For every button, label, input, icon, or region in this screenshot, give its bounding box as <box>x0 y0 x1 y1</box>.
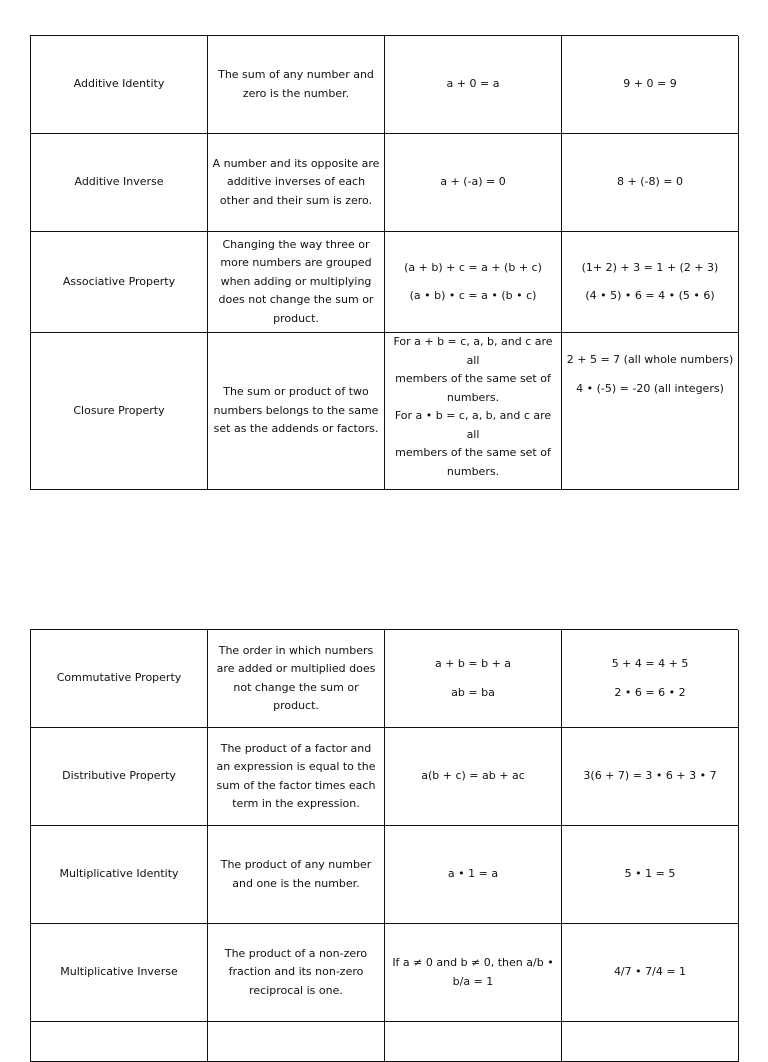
rule-text: a + b = b + a <box>434 657 512 670</box>
rule-text: If a ≠ 0 and b ≠ 0, then a/b • <box>392 956 554 969</box>
example-text: 5 • 1 = 5 <box>624 867 676 881</box>
definition-cell <box>208 826 385 924</box>
definition-line: an expression is equal to the <box>216 760 376 773</box>
example-cell <box>562 728 739 826</box>
definition-line: does not change the sum or <box>218 293 374 307</box>
rule-text: For a + b = c, a, b, and c are all <box>393 335 553 367</box>
property-name-cell <box>31 36 208 134</box>
definition-line: numbers belongs to the same <box>213 403 379 417</box>
definition-line: are added or multiplied does <box>216 662 376 675</box>
rule-text: ab = ba <box>451 685 495 699</box>
example-text: 4 • (-5) = -20 (all integers) <box>576 381 724 395</box>
rule-text: b/a = 1 <box>452 974 494 988</box>
empty-cell <box>31 1022 208 1062</box>
definition-line: product. <box>273 311 319 325</box>
definition-cell <box>208 232 385 333</box>
definition-cell <box>208 134 385 232</box>
property-name-cell <box>31 630 208 728</box>
property-name-cell <box>31 728 208 826</box>
rule-cell <box>385 134 562 232</box>
definition-line: other and their sum is zero. <box>219 193 373 207</box>
rule-text: members of the same set of <box>395 372 551 385</box>
rule-cell <box>385 630 562 728</box>
empty-cell <box>562 1022 739 1062</box>
example-text: 2 + 5 = 7 (all whole numbers) <box>566 353 734 366</box>
property-name-cell <box>31 134 208 232</box>
property-name-cell <box>31 924 208 1022</box>
property-name: Distributive Property <box>62 769 176 783</box>
empty-cell <box>208 1022 385 1062</box>
example-cell <box>562 924 739 1022</box>
property-name: Multiplicative Inverse <box>60 965 178 979</box>
definition-line: The product of any number <box>220 858 372 871</box>
property-name: Additive Identity <box>73 77 165 91</box>
example-text: (1+ 2) + 3 = 1 + (2 + 3) <box>581 260 719 274</box>
property-name-cell <box>31 333 208 490</box>
example-cell <box>562 333 739 490</box>
example-text: 9 + 0 = 9 <box>623 77 677 91</box>
rule-cell <box>385 826 562 924</box>
rule-text: members of the same set of <box>395 446 551 459</box>
definition-line: when adding or multiplying <box>220 274 372 288</box>
definition-cell <box>208 36 385 134</box>
example-cell <box>562 232 739 333</box>
example-text: 2 • 6 = 6 • 2 <box>614 685 686 699</box>
definition-line: The product of a non-zero <box>224 946 368 960</box>
example-text: 5 + 4 = 4 + 5 <box>611 657 689 670</box>
rule-text: a + (-a) = 0 <box>440 175 506 189</box>
definition-line: more numbers are grouped <box>220 256 372 270</box>
property-name-cell <box>31 826 208 924</box>
rule-text: For a • b = c, a, b, and c are all <box>394 409 552 441</box>
definition-line: Changing the way three or <box>222 237 370 251</box>
property-name: Closure Property <box>73 403 165 417</box>
definition-line: product. <box>273 699 319 712</box>
rule-text: a(b + c) = ab + ac <box>421 769 525 783</box>
property-name: Commutative Property <box>56 671 182 685</box>
example-text: 8 + (-8) = 0 <box>617 175 683 189</box>
rule-text: numbers. <box>446 464 500 478</box>
definition-cell <box>208 630 385 728</box>
definition-cell <box>208 924 385 1022</box>
definition-line: set as the addends or factors. <box>213 422 379 436</box>
example-text: (4 • 5) • 6 = 4 • (5 • 6) <box>585 289 715 302</box>
definition-line: The sum or product of two <box>223 385 369 399</box>
properties-table-2 <box>30 629 738 1062</box>
example-cell <box>562 630 739 728</box>
definition-line: A number and its opposite are <box>212 156 380 170</box>
example-text: 3(6 + 7) = 3 • 6 + 3 • 7 <box>583 769 717 783</box>
example-cell <box>562 36 739 134</box>
example-text: 4/7 • 7/4 = 1 <box>613 965 687 979</box>
property-name-cell <box>31 232 208 333</box>
definition-line: reciprocal is one. <box>249 983 343 997</box>
definition-line: The order in which numbers <box>218 643 374 657</box>
definition-line: additive inverses of each <box>226 175 366 189</box>
definition-line: and one is the number. <box>232 876 360 890</box>
definition-line: sum of the factor times each <box>216 778 376 792</box>
definition-cell <box>208 333 385 490</box>
property-name: Additive Inverse <box>74 175 164 189</box>
rule-cell <box>385 232 562 333</box>
rule-cell <box>385 333 562 490</box>
rule-cell <box>385 36 562 134</box>
definition-line: zero is the number. <box>242 86 350 100</box>
rule-text: (a • b) • c = a • (b • c) <box>409 289 537 302</box>
example-cell <box>562 826 739 924</box>
definition-line: term in the expression. <box>232 797 360 810</box>
definition-line: fraction and its non-zero <box>228 965 364 979</box>
rule-cell <box>385 728 562 826</box>
property-name: Associative Property <box>62 274 176 288</box>
rule-text: numbers. <box>446 390 500 404</box>
definition-line: not change the sum or <box>233 680 359 694</box>
rule-text: a • 1 = a <box>447 867 499 881</box>
definition-line: The product of a factor and <box>220 741 372 755</box>
properties-table-1 <box>30 35 738 490</box>
rule-text: a + 0 = a <box>446 77 500 91</box>
definition-line: The sum of any number and <box>218 68 374 81</box>
property-name: Multiplicative Identity <box>59 867 179 881</box>
rule-text: (a + b) + c = a + (b + c) <box>404 260 542 274</box>
rule-cell <box>385 924 562 1022</box>
example-cell <box>562 134 739 232</box>
definition-cell <box>208 728 385 826</box>
empty-cell <box>385 1022 562 1062</box>
